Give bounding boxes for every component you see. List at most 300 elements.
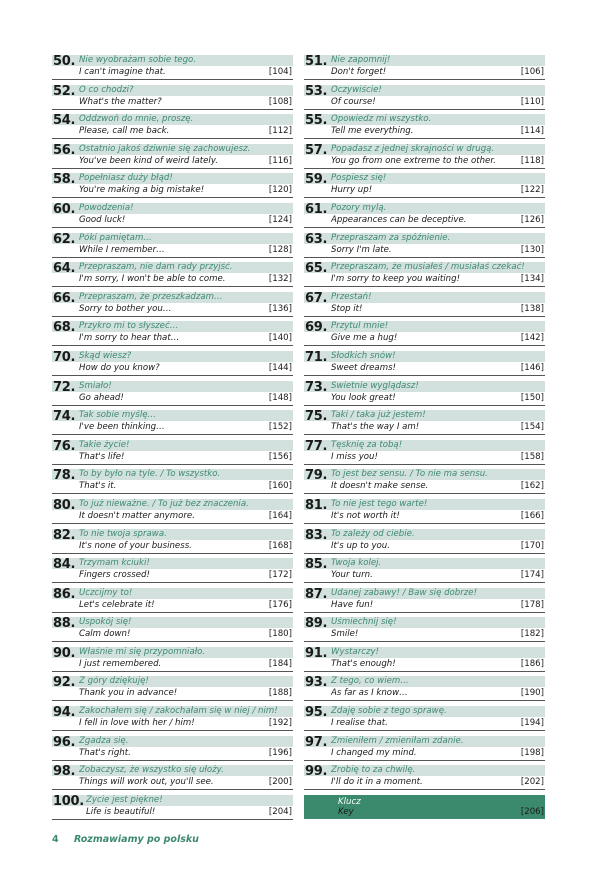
entry-polish-phrase: Nie wyobrażam sobie tego. <box>79 55 197 65</box>
entry-page-ref: [114] <box>520 126 544 137</box>
entry-divider <box>52 641 293 642</box>
contents-entry[interactable] <box>52 765 293 795</box>
contents-entry[interactable] <box>304 203 545 233</box>
entry-number: 55. <box>305 113 328 129</box>
entry-page-ref: [158] <box>520 451 544 462</box>
contents-entry[interactable] <box>52 381 293 411</box>
key-english-label: Key <box>338 806 354 817</box>
entry-divider <box>304 79 545 80</box>
entry-divider <box>52 345 293 346</box>
entry-page-ref: [174] <box>520 570 544 581</box>
entry-page-ref: [160] <box>268 481 292 492</box>
entry-number: 66. <box>53 290 76 306</box>
entry-divider <box>52 197 293 198</box>
entry-number: 86. <box>53 586 76 602</box>
entry-page-ref: [106] <box>520 67 544 77</box>
entry-divider <box>304 434 545 435</box>
entry-polish-phrase: Pozory mylą. <box>331 202 387 213</box>
entry-english-phrase: I fell in love with her / him! <box>79 718 195 729</box>
entry-divider <box>304 730 545 731</box>
entry-divider <box>304 227 545 228</box>
entry-polish-phrase: Udanej zabawy! / Baw się dobrze! <box>331 587 478 598</box>
entry-page-ref: [112] <box>268 126 292 137</box>
entry-english-phrase: That's enough! <box>331 658 396 669</box>
entry-english-phrase: You go from one extreme to the other. <box>331 155 496 166</box>
entry-divider <box>52 700 293 701</box>
entry-page-ref: [146] <box>520 362 544 373</box>
entry-english-phrase: That's it. <box>79 481 117 492</box>
entry-page-ref: [190] <box>520 688 544 699</box>
entry-number: 72. <box>53 379 76 395</box>
entry-polish-phrase: Powodzenia! <box>79 202 134 213</box>
entry-polish-phrase: To już nieważne. / To już bez znaczenia. <box>79 498 249 509</box>
entry-polish-phrase: Słodkich snów! <box>331 350 396 361</box>
entry-polish-phrase: Uspokój się! <box>79 617 132 628</box>
entry-english-phrase: Sweet dreams! <box>331 362 396 373</box>
entry-polish-phrase: Oczywiście! <box>331 84 382 95</box>
contents-entry[interactable] <box>52 173 293 203</box>
entry-polish-phrase: Przytul mnie! <box>331 321 389 332</box>
entry-number: 87. <box>305 586 328 602</box>
entry-page-ref: [122] <box>520 185 544 196</box>
contents-entry[interactable] <box>52 144 293 174</box>
entry-divider <box>304 493 545 494</box>
entry-number: 64. <box>53 261 76 277</box>
entry-page-ref: [104] <box>268 67 292 77</box>
entry-english-phrase: I'll do it in a moment. <box>331 777 423 788</box>
entry-polish-phrase: Właśnie mi się przypomniało. <box>79 646 206 657</box>
entry-divider <box>52 227 293 228</box>
entry-english-phrase: I changed my mind. <box>331 747 417 758</box>
entry-english-phrase: As far as I know… <box>331 688 408 699</box>
entry-divider <box>52 553 293 554</box>
entry-divider <box>304 789 545 790</box>
entry-polish-phrase: Takie życie! <box>79 439 130 450</box>
entry-number: 75. <box>305 409 328 425</box>
entry-page-ref: [196] <box>268 747 292 758</box>
contents-entry[interactable] <box>52 529 293 559</box>
entry-english-phrase: It doesn't matter anymore. <box>79 510 195 521</box>
entry-polish-phrase: Zobaczysz, że wszystko się ułoży. <box>79 765 224 776</box>
entry-polish-phrase: Świetnie wyglądasz! <box>331 380 419 391</box>
contents-entry[interactable] <box>304 114 545 144</box>
entry-divider <box>52 109 293 110</box>
entry-english-phrase: You look great! <box>331 392 396 403</box>
entry-polish-phrase: Oddzwoń do mnie, proszę. <box>79 114 194 125</box>
contents-entry[interactable] <box>52 736 293 766</box>
entry-number: 77. <box>305 438 328 454</box>
entry-divider <box>52 434 293 435</box>
entry-page-ref: [188] <box>268 688 292 699</box>
entry-number: 100. <box>53 793 84 809</box>
entry-page-ref: [176] <box>268 599 292 610</box>
contents-entry[interactable] <box>52 85 293 115</box>
entry-divider <box>52 286 293 287</box>
page-footer <box>52 834 199 846</box>
entry-english-phrase: You've been kind of weird lately. <box>79 155 218 166</box>
entry-number: 51. <box>305 54 328 69</box>
contents-entry[interactable] <box>52 321 293 351</box>
entry-polish-phrase: Póki pamiętam… <box>79 232 152 243</box>
entry-page-ref: [182] <box>520 629 544 640</box>
contents-entry[interactable] <box>304 558 545 588</box>
entry-divider <box>52 730 293 731</box>
contents-entry[interactable] <box>304 736 545 766</box>
entry-number: 57. <box>305 142 328 158</box>
contents-entry[interactable] <box>304 321 545 351</box>
entry-english-phrase: Don't forget! <box>331 67 387 77</box>
entry-polish-phrase: Przepraszam, że przeszkadzam… <box>79 291 223 302</box>
entry-english-phrase: Of course! <box>331 96 376 107</box>
entry-divider <box>304 405 545 406</box>
entry-polish-phrase: To jest bez sensu. / To nie ma sensu. <box>331 469 488 480</box>
entry-polish-phrase: Przestań! <box>331 291 372 302</box>
entry-english-phrase: While I remember… <box>79 244 165 255</box>
contents-entry[interactable] <box>304 351 545 381</box>
entry-divider <box>304 582 545 583</box>
entry-number: 58. <box>53 172 76 188</box>
entry-page-ref: [130] <box>520 244 544 255</box>
contents-entry[interactable] <box>304 144 545 174</box>
entry-polish-phrase: Twoja kolej. <box>331 558 382 569</box>
entry-number: 92. <box>53 675 76 691</box>
entry-page-ref: [166] <box>520 510 544 521</box>
entry-page-ref: [110] <box>520 96 544 107</box>
entry-divider <box>304 523 545 524</box>
key-entry[interactable] <box>304 795 545 825</box>
entry-page-ref: [184] <box>268 658 292 669</box>
contents-entry[interactable] <box>52 795 293 825</box>
entry-polish-phrase: Popełniasz duży błąd! <box>79 173 173 184</box>
entry-number: 88. <box>53 616 76 632</box>
entry-page-ref: [138] <box>520 303 544 314</box>
entry-number: 54. <box>53 113 76 129</box>
entry-page-ref: [118] <box>520 155 544 166</box>
entry-number: 67. <box>305 290 328 306</box>
entry-page-ref: [152] <box>268 422 292 433</box>
entry-polish-phrase: Skąd wiesz? <box>79 350 132 361</box>
entry-polish-phrase: Wystarczy! <box>331 646 379 657</box>
entry-divider <box>304 671 545 672</box>
entry-number: 76. <box>53 438 76 454</box>
key-polish-label: Klucz <box>338 796 361 807</box>
entry-number: 71. <box>305 349 328 365</box>
entry-polish-phrase: Taki / taka już jestem! <box>331 410 426 421</box>
entry-divider <box>52 375 293 376</box>
entry-page-ref: [168] <box>268 540 292 551</box>
entry-number: 99. <box>305 764 328 780</box>
entry-number: 52. <box>53 83 76 99</box>
entry-number: 84. <box>53 557 76 573</box>
contents-entry[interactable] <box>304 588 545 618</box>
entry-page-ref: [154] <box>520 422 544 433</box>
entry-number: 91. <box>305 645 328 661</box>
contents-entry[interactable] <box>304 706 545 736</box>
entry-english-phrase: Stop it! <box>331 303 363 314</box>
contents-entry[interactable] <box>52 558 293 588</box>
entry-polish-phrase: Życie jest piękne! <box>86 794 163 805</box>
entry-english-phrase: That's right. <box>79 747 131 758</box>
entry-page-ref: [170] <box>520 540 544 551</box>
entry-divider <box>52 168 293 169</box>
contents-entry[interactable] <box>52 351 293 381</box>
entry-english-phrase: Good luck! <box>79 214 126 225</box>
entry-number: 50. <box>53 54 76 69</box>
entry-number: 94. <box>53 705 76 721</box>
entry-english-phrase: Calm down! <box>79 629 131 640</box>
entry-page-ref: [198] <box>520 747 544 758</box>
contents-entry[interactable] <box>52 410 293 440</box>
entry-divider <box>304 553 545 554</box>
entry-number: 60. <box>53 201 76 217</box>
entry-divider <box>304 612 545 613</box>
entry-divider <box>304 257 545 258</box>
entry-divider <box>52 257 293 258</box>
entry-divider <box>304 641 545 642</box>
entry-polish-phrase: Opowiedz mi wszystko. <box>331 114 432 125</box>
entry-divider <box>52 819 293 820</box>
entry-polish-phrase: Ostatnio jakoś dziwnie się zachowujesz. <box>79 143 251 154</box>
entry-english-phrase: Thank you in advance! <box>79 688 178 699</box>
entry-divider <box>304 197 545 198</box>
contents-entry[interactable] <box>52 676 293 706</box>
entry-divider <box>304 168 545 169</box>
entry-divider <box>304 138 545 139</box>
contents-entry[interactable] <box>52 292 293 322</box>
entry-polish-phrase: Z tego, co wiem… <box>331 676 409 687</box>
entry-english-phrase: Fingers crossed! <box>79 570 150 581</box>
entry-english-phrase: Tell me everything. <box>331 126 414 137</box>
entry-number: 83. <box>305 527 328 543</box>
entry-page-ref: [156] <box>268 451 292 462</box>
entry-divider <box>52 464 293 465</box>
entry-english-phrase: Appearances can be deceptive. <box>331 214 467 225</box>
entry-polish-phrase: Uczcijmy to! <box>79 587 133 598</box>
entry-polish-phrase: Zrobię to za chwilę. <box>331 765 416 776</box>
entry-page-ref: [186] <box>520 658 544 669</box>
entry-english-phrase: Things will work out, you'll see. <box>79 777 214 788</box>
entry-english-phrase: That's the way I am! <box>331 422 420 433</box>
contents-entry[interactable] <box>304 765 545 795</box>
entry-page-ref: [142] <box>520 333 544 344</box>
entry-polish-phrase: Nie zapomnij! <box>331 55 391 65</box>
entry-page-ref: [120] <box>268 185 292 196</box>
entry-page-ref: [140] <box>268 333 292 344</box>
entry-divider <box>304 375 545 376</box>
entry-polish-phrase: To zależy od ciebie. <box>331 528 415 539</box>
key-page-ref: [206] <box>520 806 544 817</box>
entry-page-ref: [192] <box>268 718 292 729</box>
entry-english-phrase: Sorry to bother you… <box>79 303 172 314</box>
contents-entry[interactable] <box>52 440 293 470</box>
entry-polish-phrase: Z góry dziękuję! <box>79 676 149 687</box>
entry-number: 59. <box>305 172 328 188</box>
entry-divider <box>52 523 293 524</box>
contents-entry[interactable] <box>304 529 545 559</box>
entry-number: 79. <box>305 468 328 484</box>
entry-polish-phrase: Tak sobie myślę… <box>79 410 157 421</box>
entry-english-phrase: Let's celebrate it! <box>79 599 155 610</box>
entry-number: 65. <box>305 261 328 277</box>
entry-english-phrase: I've been thinking… <box>79 422 165 433</box>
entry-number: 96. <box>53 734 76 750</box>
entry-polish-phrase: Śmiało! <box>79 380 112 391</box>
entry-page-ref: [134] <box>520 274 544 285</box>
entry-english-phrase: Give me a hug! <box>331 333 398 344</box>
entry-divider <box>52 582 293 583</box>
contents-entry[interactable] <box>304 469 545 499</box>
entry-page-ref: [116] <box>268 155 292 166</box>
contents-entry[interactable] <box>304 233 545 263</box>
entry-polish-phrase: Zmieniłem / zmieniłam zdanie. <box>331 735 464 746</box>
entry-number: 78. <box>53 468 76 484</box>
entry-polish-phrase: Przepraszam, nie dam rady przyjść. <box>79 262 233 273</box>
contents-entry[interactable] <box>52 233 293 263</box>
contents-entry[interactable] <box>304 292 545 322</box>
entry-page-ref: [128] <box>268 244 292 255</box>
entry-polish-phrase: Zakochałem się / zakochałam się w niej / nim! <box>79 706 278 717</box>
entry-english-phrase: Your turn. <box>331 570 373 581</box>
contents-entry[interactable] <box>304 647 545 677</box>
book-title: Rozmawiamy po polsku <box>73 834 199 845</box>
entry-polish-phrase: Uśmiechnij się! <box>331 617 397 628</box>
entry-polish-phrase: Przepraszam za spóźnienie. <box>331 232 451 243</box>
entry-english-phrase: I'm sorry to keep you waiting! <box>331 274 461 285</box>
entry-divider <box>52 493 293 494</box>
entry-polish-phrase: O co chodzi? <box>79 84 134 95</box>
entry-divider <box>52 79 293 80</box>
entry-english-phrase: I miss you! <box>331 451 378 462</box>
entry-page-ref: [144] <box>268 362 292 373</box>
contents-entry[interactable] <box>304 617 545 647</box>
entry-english-phrase: Have fun! <box>331 599 374 610</box>
entry-divider <box>52 612 293 613</box>
entry-divider <box>304 464 545 465</box>
entry-number: 61. <box>305 201 328 217</box>
entry-polish-phrase: Zgadza się. <box>79 735 129 746</box>
contents-entry[interactable] <box>304 676 545 706</box>
entry-divider <box>52 760 293 761</box>
entry-page-ref: [132] <box>268 274 292 285</box>
entry-english-phrase: Smile! <box>331 629 359 640</box>
entry-number: 81. <box>305 497 328 513</box>
entry-page-ref: [204] <box>268 806 292 817</box>
contents-entry[interactable] <box>52 203 293 233</box>
contents-entry[interactable] <box>52 469 293 499</box>
contents-entry[interactable] <box>304 85 545 115</box>
entry-page-ref: [126] <box>520 214 544 225</box>
contents-entry[interactable] <box>304 55 545 85</box>
entry-polish-phrase: Tęsknię za tobą! <box>331 439 403 450</box>
entry-page-ref: [136] <box>268 303 292 314</box>
contents-entry[interactable] <box>52 647 293 677</box>
entry-number: 53. <box>305 83 328 99</box>
contents-entry[interactable] <box>304 262 545 292</box>
entry-divider <box>52 138 293 139</box>
entry-divider <box>52 671 293 672</box>
entry-english-phrase: What's the matter? <box>79 96 162 107</box>
entry-page-ref: [200] <box>268 777 292 788</box>
entry-english-phrase: Hurry up! <box>331 185 373 196</box>
entry-english-phrase: Sorry I'm late. <box>331 244 392 255</box>
entry-number: 62. <box>53 231 76 247</box>
contents-entry[interactable] <box>52 114 293 144</box>
entry-divider <box>304 286 545 287</box>
entry-english-phrase: It's up to you. <box>331 540 390 551</box>
entry-polish-phrase: Przykro mi to słyszeć… <box>79 321 179 332</box>
entry-divider <box>304 760 545 761</box>
entry-number: 68. <box>53 320 76 336</box>
entry-polish-phrase: Przepraszam, że musiałeś / musiałaś czekać! <box>331 262 525 273</box>
entry-page-ref: [172] <box>268 570 292 581</box>
entry-english-phrase: I just remembered. <box>79 658 162 669</box>
entry-divider <box>304 700 545 701</box>
contents-entry[interactable] <box>304 410 545 440</box>
entry-number: 74. <box>53 409 76 425</box>
entry-number: 85. <box>305 557 328 573</box>
contents-column-right <box>304 55 545 824</box>
entry-page-ref: [148] <box>268 392 292 403</box>
entry-divider <box>52 405 293 406</box>
contents-entry[interactable] <box>52 262 293 292</box>
entry-polish-phrase: Pospiesz się! <box>331 173 387 184</box>
entry-page-ref: [162] <box>520 481 544 492</box>
contents-entry[interactable] <box>304 499 545 529</box>
contents-entry[interactable] <box>304 381 545 411</box>
entry-polish-phrase: Trzymam kciuki! <box>79 558 150 569</box>
entry-number: 63. <box>305 231 328 247</box>
entry-page-ref: [150] <box>520 392 544 403</box>
entry-english-phrase: Go ahead! <box>79 392 124 403</box>
entry-polish-phrase: To nie twoja sprawa. <box>79 528 167 539</box>
entry-number: 98. <box>53 764 76 780</box>
entry-page-ref: [180] <box>268 629 292 640</box>
entry-page-ref: [124] <box>268 214 292 225</box>
entry-english-phrase: I can't imagine that. <box>79 67 166 77</box>
entry-polish-phrase: Zdaję sobie z tego sprawę. <box>331 706 447 717</box>
entry-english-phrase: It doesn't make sense. <box>331 481 429 492</box>
entry-english-phrase: You're making a big mistake! <box>79 185 205 196</box>
entry-english-phrase: Life is beautiful! <box>86 806 156 817</box>
entry-divider <box>304 109 545 110</box>
entry-number: 90. <box>53 645 76 661</box>
entry-english-phrase: That's life! <box>79 451 125 462</box>
contents-entry[interactable] <box>304 173 545 203</box>
entry-english-phrase: How do you know? <box>79 362 160 373</box>
contents-column-left <box>52 55 293 824</box>
entry-english-phrase: I'm sorry to hear that… <box>79 333 180 344</box>
entry-page-ref: [108] <box>268 96 292 107</box>
entry-number: 95. <box>305 705 328 721</box>
entry-number: 73. <box>305 379 328 395</box>
entry-divider <box>304 316 545 317</box>
entry-english-phrase: It's none of your business. <box>79 540 192 551</box>
entry-polish-phrase: Popadasz z jednej skrajności w drugą. <box>331 143 495 154</box>
entry-number: 97. <box>305 734 328 750</box>
entry-page-ref: [194] <box>520 718 544 729</box>
contents-entry[interactable] <box>52 588 293 618</box>
entry-page-ref: [164] <box>268 510 292 521</box>
contents-entry[interactable] <box>52 706 293 736</box>
entry-number: 82. <box>53 527 76 543</box>
entry-page-ref: [178] <box>520 599 544 610</box>
contents-entry[interactable] <box>52 55 293 85</box>
entry-number: 69. <box>305 320 328 336</box>
entry-number: 89. <box>305 616 328 632</box>
contents-entry[interactable] <box>52 617 293 647</box>
contents-entry[interactable] <box>304 440 545 470</box>
contents-entry[interactable] <box>52 499 293 529</box>
